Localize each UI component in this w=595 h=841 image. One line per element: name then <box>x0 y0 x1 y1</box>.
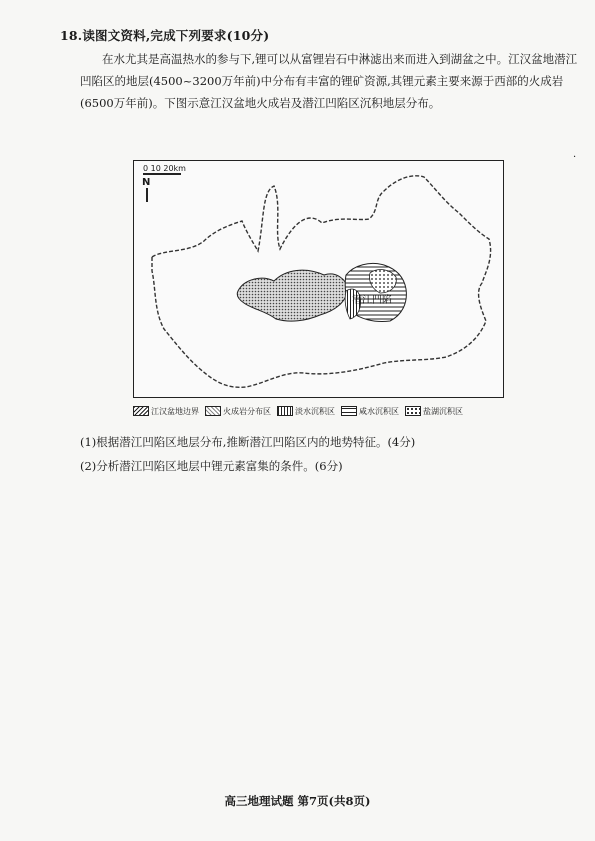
legend <box>133 404 513 418</box>
question-title: 18.读图文资料,完成下列要求(10分) <box>60 28 270 43</box>
legend-item-fresh: 淡水沉积区 <box>277 406 335 417</box>
question-paragraph: 在水尤其是高温热水的参与下,锂可以从富锂岩石中淋滤出来而进入到湖盆之中。江汉盆地潜江凹陷区的地层(4500~3200万年前)中分布有丰富的锂矿资源,其锂元素主要来源于西部的火成岩(6500万年前)。下图示意江汉盆地火成岩及潜江凹陷区沉积地层分布。 <box>80 52 578 110</box>
page-mark: · <box>573 152 577 163</box>
legend-item-volcanic: 火成岩分布区 <box>205 406 271 417</box>
scale-label: 0 10 20km <box>143 164 186 173</box>
legend-item-boundary: 江汉盆地边界 <box>133 406 199 417</box>
volcanic-zone <box>237 270 348 321</box>
sub-question-2: (2)分析潜江凹陷区地层中锂元素富集的条件。(6分) <box>80 459 343 473</box>
legend-item-salty: 咸水沉积区 <box>341 406 399 417</box>
page-footer: 高三地理试题 第7页(共8页) <box>224 794 371 808</box>
map-drawing <box>134 161 503 397</box>
legend-item-saltlake: 盐湖沉积区 <box>405 406 463 417</box>
north-label: N <box>142 177 151 188</box>
map-label: 潜江凹陷 <box>352 295 392 306</box>
map-figure <box>133 160 504 398</box>
sub-question-1: (1)根据潜江凹陷区地层分布,推断潜江凹陷区内的地势特征。(4分) <box>80 435 416 449</box>
